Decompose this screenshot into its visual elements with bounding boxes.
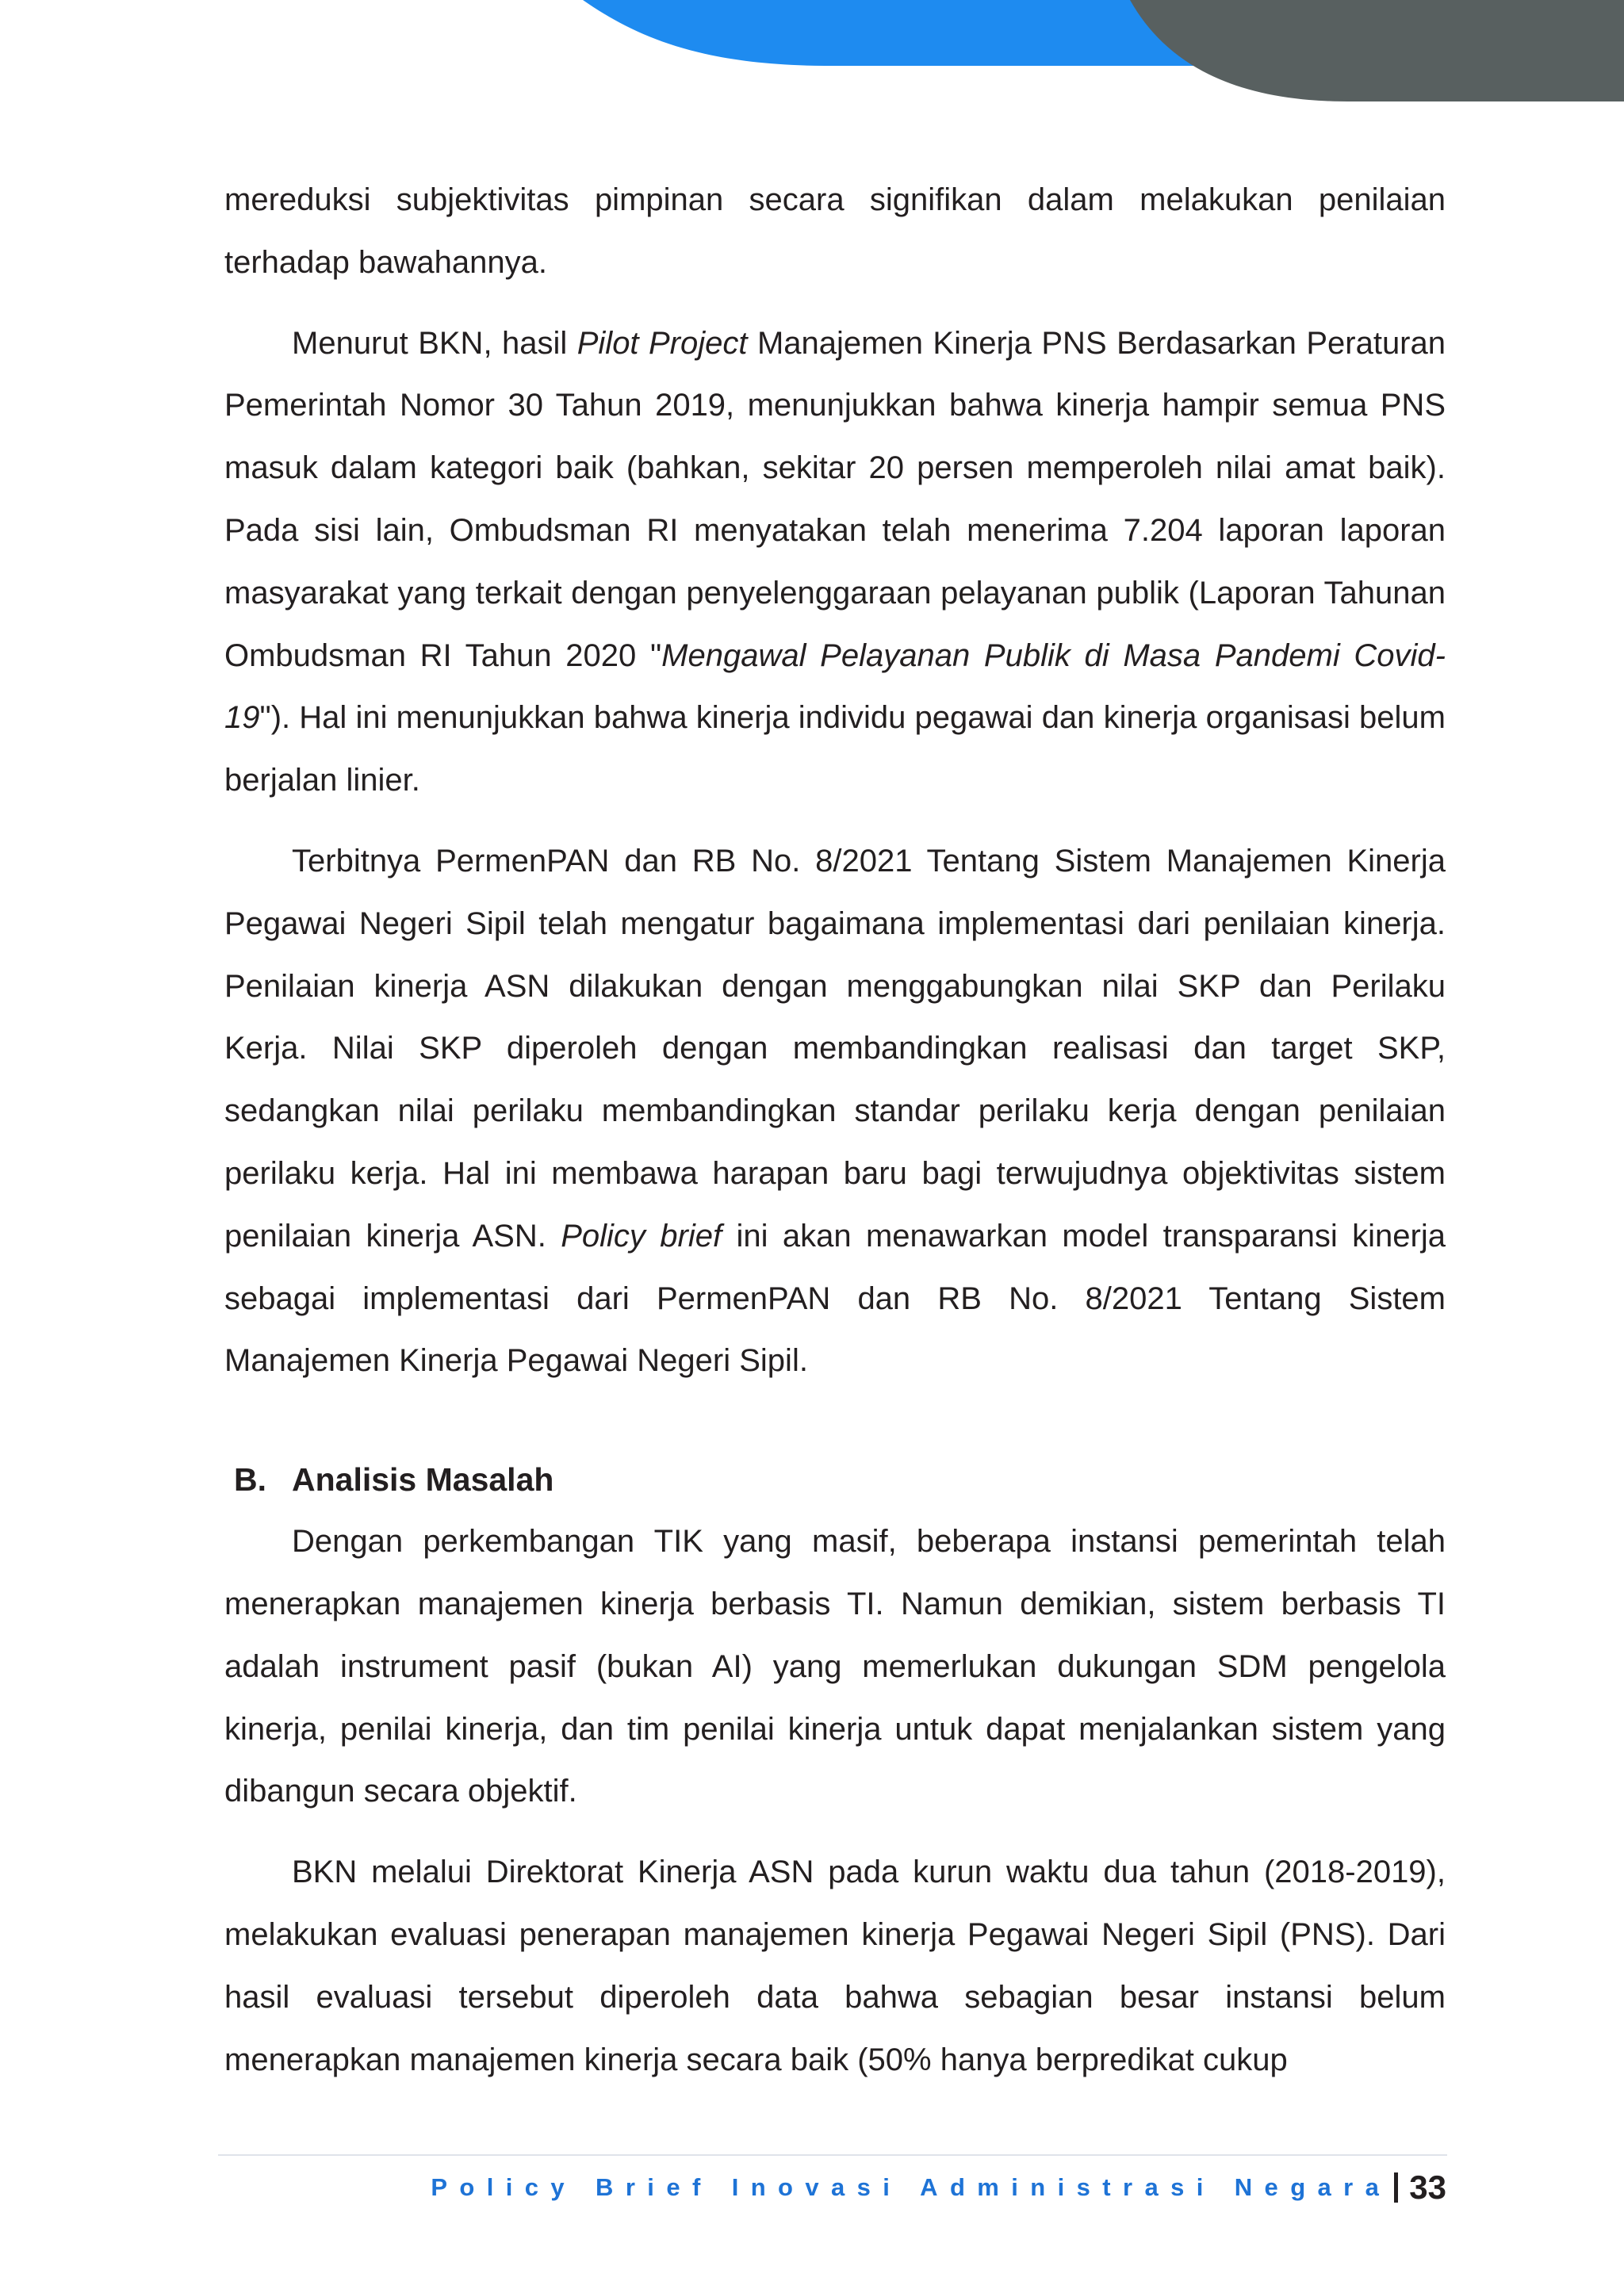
paragraph-continuation: mereduksi subjektivitas pimpinan secara signifikan dalam melakukan penilaian terhadap bawahannya. [224,182,1446,280]
text-run: Terbitnya PermenPAN dan RB No. 8/2021 Tentang Sistem Manajemen Kinerja Pegawai Negeri Sipil telah mengatur bagaimana implementasi dari penilaian kinerja. Penilaian kinerja ASN dilakukan dengan menggabungkan nilai SKP dan Perilaku Kerja. Nilai SKP diperoleh dengan membandingkan realisasi dan target SKP, sedangkan nilai perilaku membandingkan standar perilaku kerja dengan penilaian perilaku kerja. Hal ini membawa harapan baru bagi terwujudnya objektivitas sistem penilaian kinerja ASN. [224,843,1446,1254]
page-footer [431,2164,1446,2211]
footer-separator [1394,2172,1398,2203]
footer-title: Policy Brief Inovasi Administrasi Negara [431,2173,1392,2201]
italic-term: Policy brief [561,1218,722,1254]
footer-divider [218,2154,1447,2156]
text-run: Menurut BKN, hasil [292,325,577,361]
paragraph-permenpan [224,830,1446,1392]
paragraph-bkn-pilot [224,312,1446,812]
text-run: ini akan menawarkan model transparansi kinerja sebagai implementasi dari PermenPAN dan RB No. 8/2021 Tentang Sistem Manajemen Kinerja Pegawai Negeri Sipil. [224,1218,1446,1379]
paragraph-evaluasi: BKN melalui Direktorat Kinerja ASN pada kurun waktu dua tahun (2018-2019), melakukan evaluasi penerapan manajemen kinerja Pegawai Negeri Sipil (PNS). Dari hasil evaluasi tersebut diperoleh data bahwa sebagian besar instansi belum menerapkan manajemen kinerja secara baik (50% hanya berpredikat cukup [224,1855,1446,2077]
section-heading [224,1449,1446,1510]
section-title: Analisis Masalah [292,1461,554,1499]
page-body [224,169,1446,2091]
section-number: B. [234,1461,266,1499]
header-dark-wave [1130,0,1624,101]
text-run: Manajemen Kinerja PNS Berdasarkan Peraturan Pemerintah Nomor 30 Tahun 2019, menunjukkan bahwa kinerja hampir semua PNS masuk dalam kategori baik (bahkan, sekitar 20 persen memperoleh nilai amat baik). Pada sisi lain, Ombudsman RI menyatakan telah menerima 7.204 laporan laporan masyarakat yang terkait dengan penyelenggaraan pelayanan publik (Laporan Tahunan Ombudsman RI Tahun 2020 " [224,325,1446,673]
page-number: 33 [1409,2169,1446,2206]
italic-title: Mengawal Pelayanan Publik di Masa Pandemi Covid-19 [224,637,1446,736]
paragraph-tik: Dengan perkembangan TIK yang masif, beberapa instansi pemerintah telah menerapkan manajemen kinerja berbasis TI. Namun demikian, sistem berbasis TI adalah instrument pasif (bukan AI) yang memerlukan dukungan SDM pengelola kinerja, penilai kinerja, dan tim penilai kinerja untuk dapat menjalankan sistem yang dibangun secara objektif. [224,1524,1446,1809]
text-run: "). Hal ini menunjukkan bahwa kinerja individu pegawai dan kinerja organisasi belum berjalan linier. [224,700,1446,798]
header-decoration [0,0,1624,111]
italic-term: Pilot Project [576,325,748,361]
